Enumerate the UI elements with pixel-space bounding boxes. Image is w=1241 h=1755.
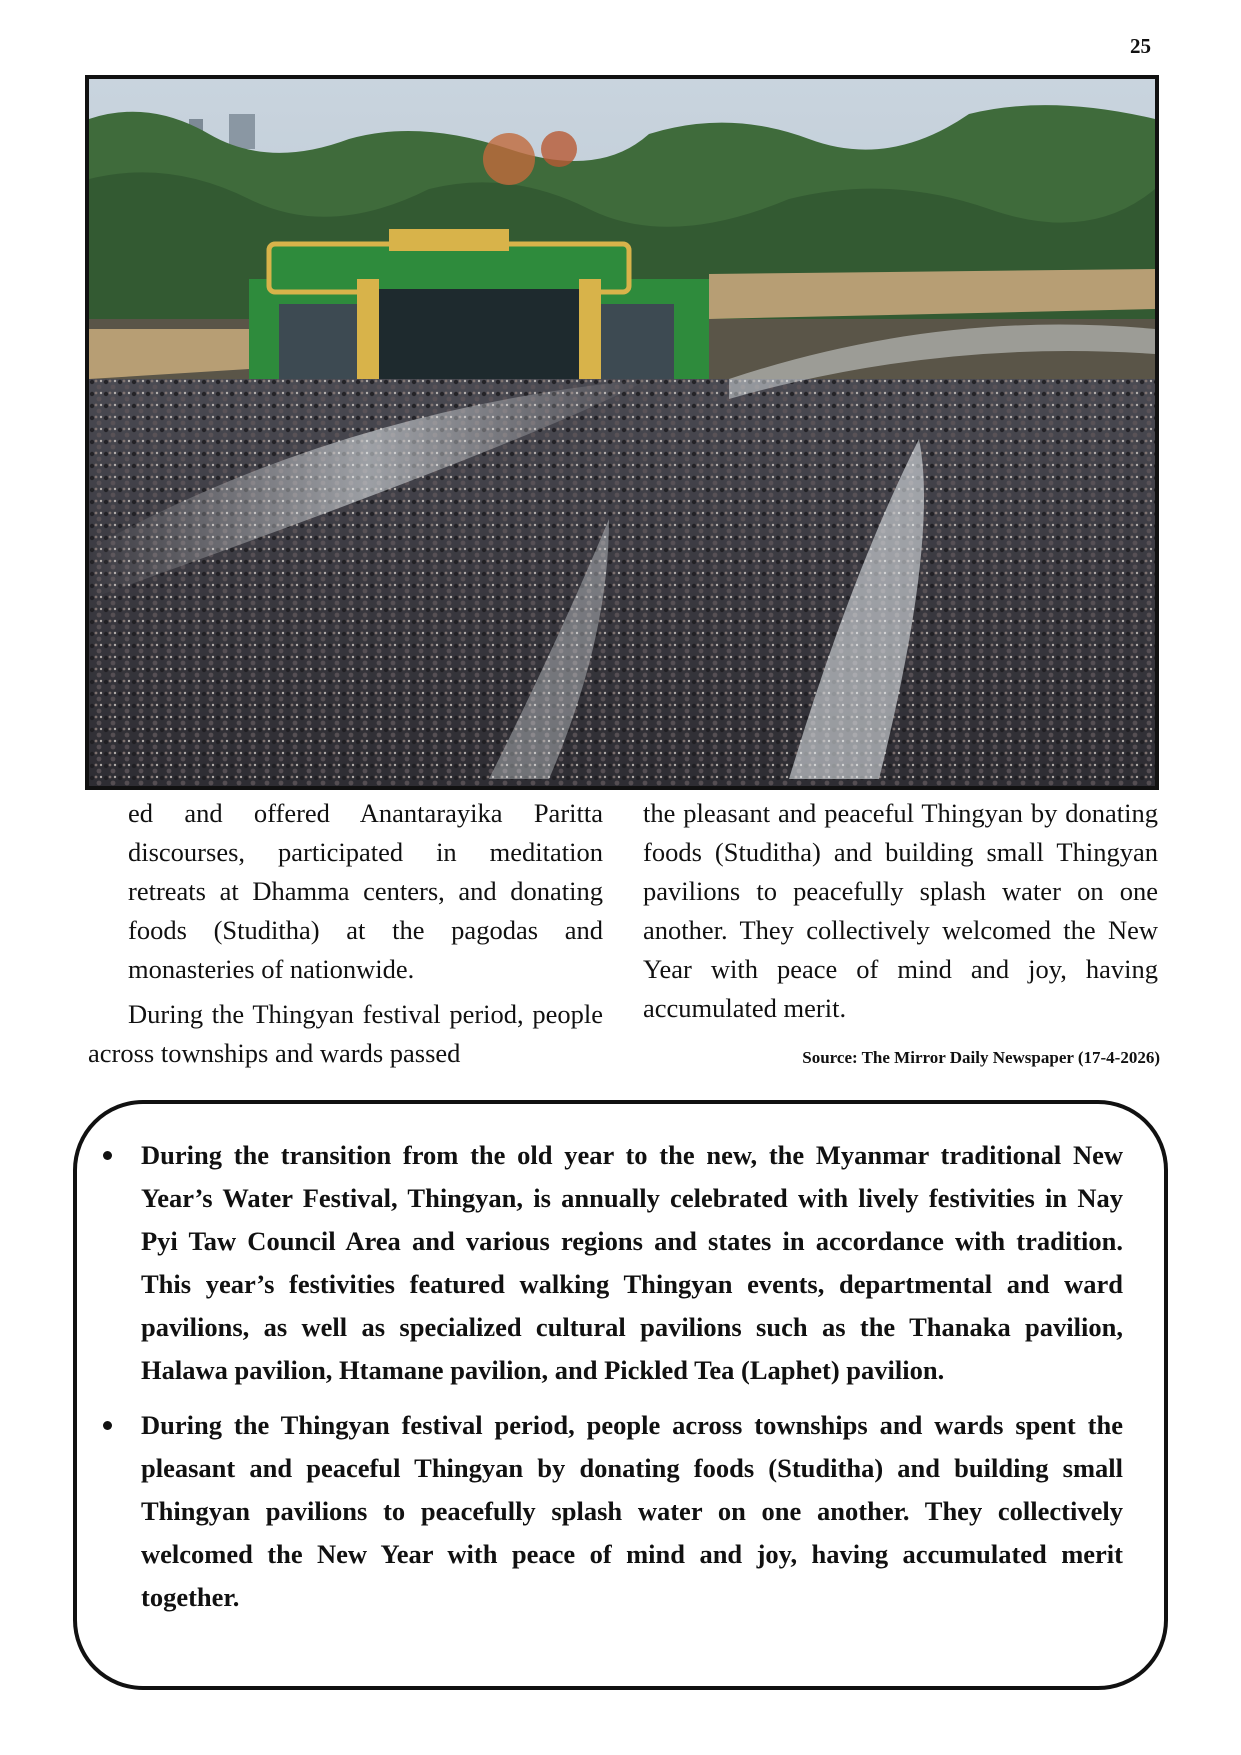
left-paragraph-2: During the Thingyan festival period, people across townships and wards passed	[88, 999, 603, 1068]
right-paragraph-1: the pleasant and peaceful Thingyan by donating foods (Studitha) and building small Thingyan pavilions to peacefully splash water on one another. They collectively welcomed the New Year with peace of mind and joy, having accumulated merit.	[643, 798, 1158, 1023]
summary-list	[141, 1134, 1123, 1619]
summary-bullet-text: During the Thingyan festival period, people across townships and wards spent the pleasant and peaceful Thingyan by donating foods (Studitha) and building small Thingyan pavilions to peacefully splash water on one another. They collectively welcomed the New Year with peace of mind and joy, having accumulated merit together.	[141, 1410, 1123, 1612]
summary-bullet	[141, 1404, 1123, 1619]
left-column	[88, 794, 603, 1073]
right-column	[643, 794, 1158, 1028]
summary-bullet-text: During the transition from the old year to the new, the Myanmar traditional New Year’s Water Festival, Thingyan, is annually celebrated with lively festivities in Nay Pyi Taw Council Area and various regions and states in accordance with tradition. This year’s festivities featured walking Thingyan events, departmental and ward pavilions, as well as specialized cultural pavilions such as the Thanaka pavilion, Halawa pavilion, Htamane pavilion, and Pickled Tea (Laphet) pavilion.	[141, 1140, 1123, 1385]
summary-bullet	[141, 1134, 1123, 1392]
festival-photo	[85, 75, 1159, 790]
bullet-dot-icon	[103, 1151, 112, 1160]
left-paragraph-1: ed and offered Anantarayika Paritta discourses, participated in meditation retreats at Dhamma centers, and donating foods (Studitha) at the pagodas and monasteries of nationwide.	[128, 798, 603, 984]
source-citation: Source: The Mirror Daily Newspaper (17-4-2026)	[802, 1048, 1160, 1067]
bullet-dot-icon	[103, 1421, 112, 1430]
summary-box	[73, 1100, 1168, 1690]
festival-photo-illustration	[89, 79, 1155, 786]
page-number: 25	[1130, 34, 1151, 58]
